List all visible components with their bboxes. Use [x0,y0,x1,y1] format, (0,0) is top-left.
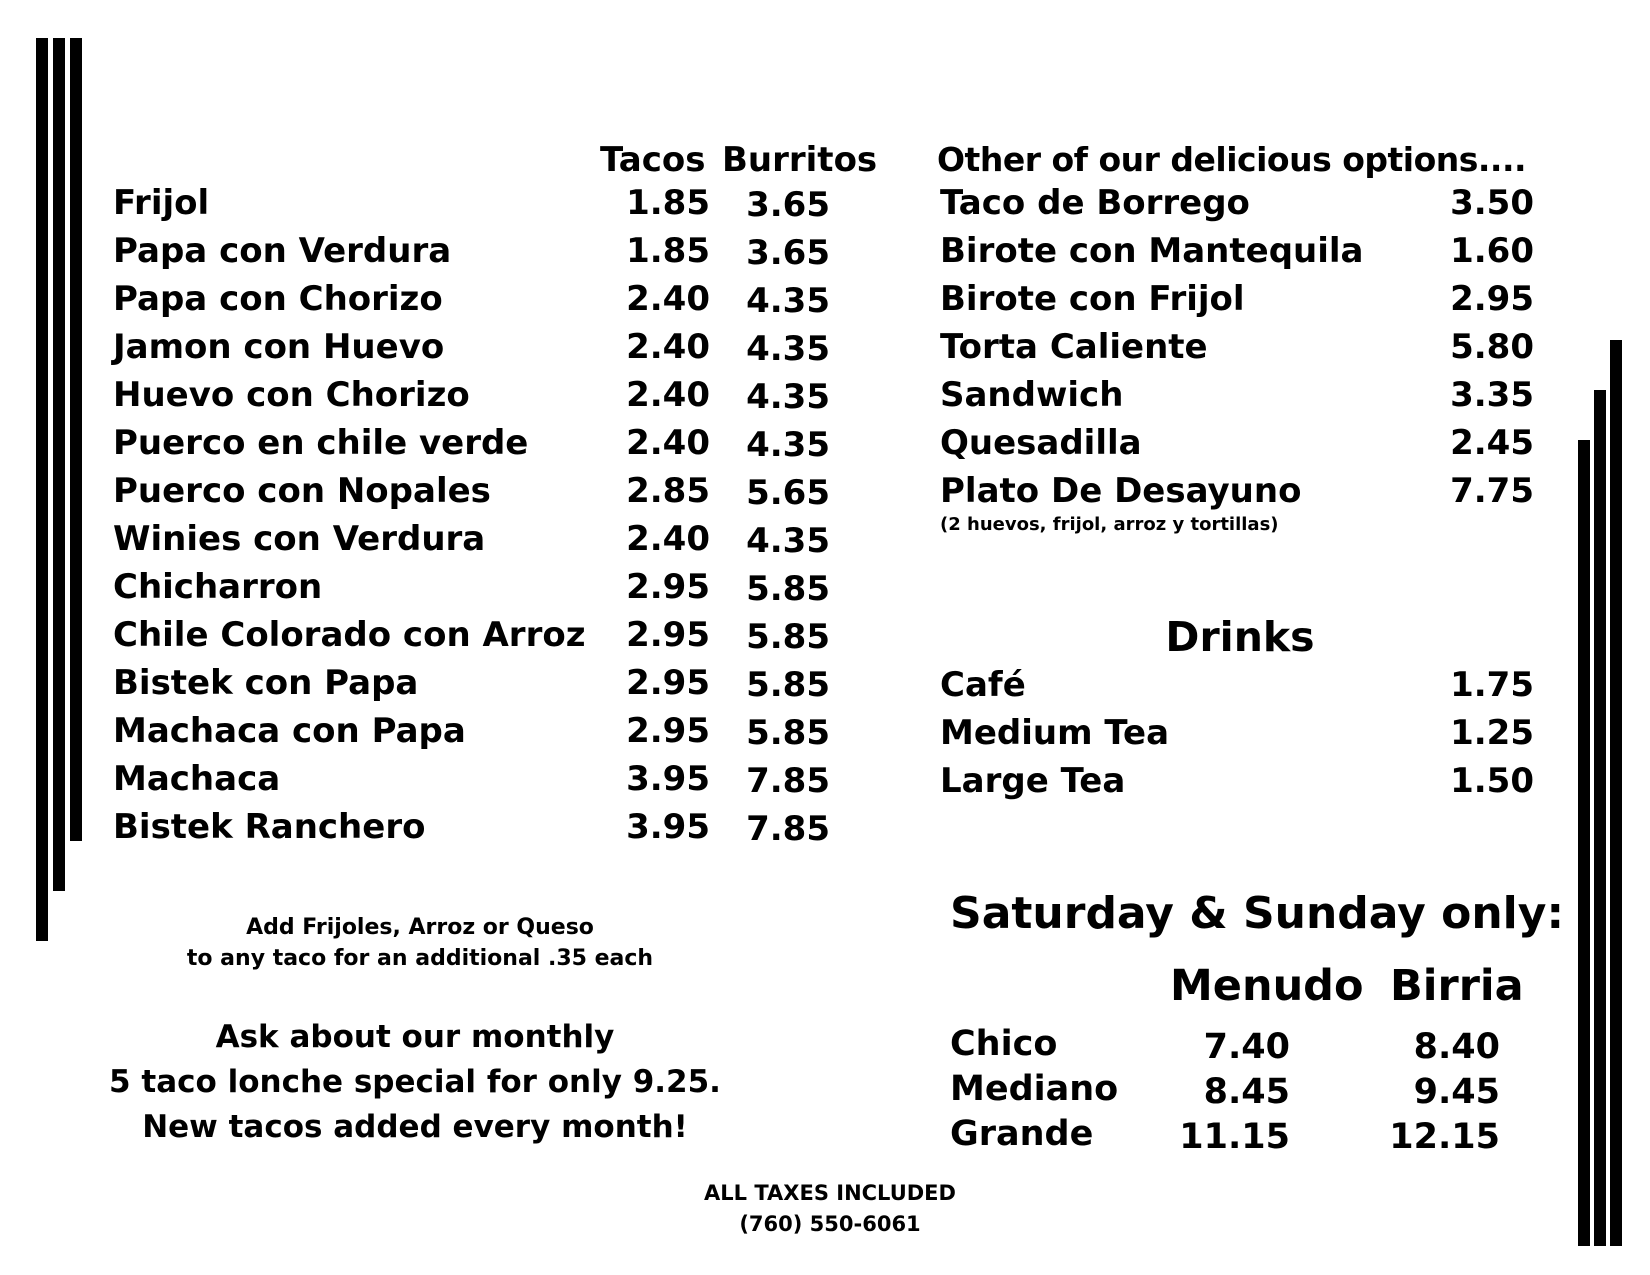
option-name: Taco de Borrego [940,183,1250,223]
menudo-price: 11.15 [1179,1117,1290,1157]
taco-price: 1.85 [626,183,710,223]
burrito-price: 3.65 [746,185,830,225]
option-price: 2.45 [1450,423,1534,463]
option-name: Sandwich [940,375,1124,415]
drink-name: Large Tea [940,761,1126,801]
option-name: Torta Caliente [940,327,1208,367]
burrito-price: 4.35 [746,377,830,417]
left-stripe-2 [53,38,65,891]
item-name: Puerco en chile verde [113,423,529,463]
item-name: Machaca [113,759,281,799]
drink-price: 1.50 [1450,761,1534,801]
birria-column-header: Birria [1390,961,1524,1011]
taco-price: 1.85 [626,231,710,271]
option-name: Plato De Desayuno [940,471,1302,511]
burrito-price: 3.65 [746,233,830,273]
left-stripe-3 [70,38,82,841]
option-price: 7.75 [1450,471,1534,511]
left-stripe-1 [36,38,48,941]
item-name: Winies con Verdura [113,519,486,559]
taco-price: 2.40 [626,519,710,559]
right-stripe-2 [1594,390,1606,1246]
drink-name: Café [940,665,1026,705]
menudo-price: 8.45 [1203,1072,1290,1112]
special-line-1: Ask about our monthly [215,1019,615,1055]
item-name: Chile Colorado con Arroz [113,615,586,655]
option-price: 3.50 [1450,183,1534,223]
item-name: Huevo con Chorizo [113,375,470,415]
item-name: Papa con Chorizo [113,279,443,319]
addon-note [150,912,690,974]
item-name: Jamon con Huevo [113,327,445,367]
monthly-special [85,1015,745,1150]
menudo-price: 7.40 [1203,1027,1290,1067]
drink-name: Medium Tea [940,713,1170,753]
item-name: Puerco con Nopales [113,471,491,511]
taco-price: 2.95 [626,615,710,655]
burrito-price: 4.35 [746,521,830,561]
drink-price: 1.75 [1450,665,1534,705]
drink-price: 1.25 [1450,713,1534,753]
burrito-price: 5.85 [746,713,830,753]
footer [630,1178,1030,1240]
tacos-column-header: Tacos [600,140,706,180]
option-price: 5.80 [1450,327,1534,367]
item-name: Papa con Verdura [113,231,452,271]
desayuno-note: (2 huevos, frijol, arroz y tortillas) [940,514,1279,535]
item-name: Bistek Ranchero [113,807,426,847]
option-price: 1.60 [1450,231,1534,271]
birria-price: 8.40 [1413,1027,1500,1067]
special-line-2: 5 taco lonche special for only 9.25. [109,1064,721,1100]
option-name: Birote con Mantequila [940,231,1364,271]
taco-price: 2.95 [626,663,710,703]
size-label: Mediano [950,1069,1119,1109]
taco-price: 2.40 [626,279,710,319]
birria-price: 9.45 [1413,1072,1500,1112]
option-price: 3.35 [1450,375,1534,415]
taco-price: 2.85 [626,471,710,511]
item-name: Chicharron [113,567,323,607]
item-name: Machaca con Papa [113,711,466,751]
addon-line-1: Add Frijoles, Arroz or Queso [246,915,594,940]
option-price: 2.95 [1450,279,1534,319]
phone-number: (760) 550-6061 [739,1212,921,1236]
burrito-price: 5.85 [746,617,830,657]
taco-price: 2.40 [626,423,710,463]
drinks-heading: Drinks [1165,613,1315,661]
taco-price: 2.40 [626,327,710,367]
birria-price: 12.15 [1389,1117,1500,1157]
other-options-heading: Other of our delicious options.... [937,140,1527,179]
menudo-column-header: Menudo [1170,961,1364,1011]
burrito-price: 4.35 [746,329,830,369]
burrito-price: 7.85 [746,761,830,801]
taxes-note: ALL TAXES INCLUDED [704,1181,956,1205]
size-label: Chico [950,1024,1058,1064]
taco-price: 2.40 [626,375,710,415]
taco-price: 2.95 [626,711,710,751]
special-line-3: New tacos added every month! [142,1109,688,1145]
right-stripe-3 [1610,340,1622,1246]
option-name: Quesadilla [940,423,1142,463]
burrito-price: 5.85 [746,665,830,705]
taco-price: 3.95 [626,759,710,799]
burrito-price: 5.65 [746,473,830,513]
taco-price: 3.95 [626,807,710,847]
burritos-column-header: Burritos [722,140,878,180]
size-label: Grande [950,1114,1094,1154]
item-name: Frijol [113,183,210,223]
right-stripe-1 [1578,440,1590,1246]
taco-price: 2.95 [626,567,710,607]
burrito-price: 5.85 [746,569,830,609]
addon-line-2: to any taco for an additional .35 each [186,946,654,971]
burrito-price: 7.85 [746,809,830,849]
option-name: Birote con Frijol [940,279,1245,319]
burrito-price: 4.35 [746,281,830,321]
item-name: Bistek con Papa [113,663,419,703]
weekend-heading: Saturday & Sunday only: [950,888,1565,939]
burrito-price: 4.35 [746,425,830,465]
